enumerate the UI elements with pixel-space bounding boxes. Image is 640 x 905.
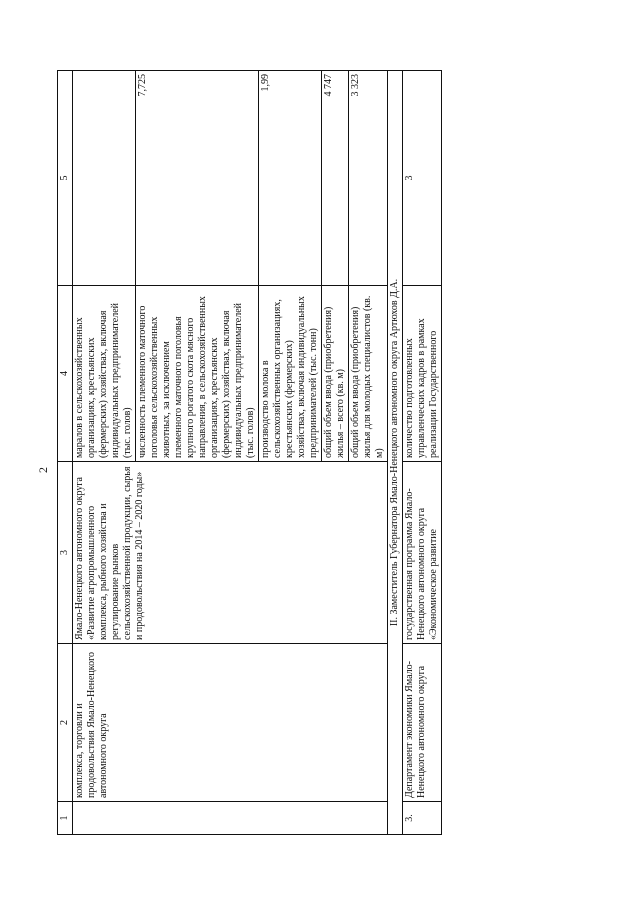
indicator-cell: количество подготовленных управленческих кадров в рамках реализации Государственного [403, 286, 442, 462]
section-title: II. Заместитель Губернатора Ямало-Ненецкого автономного округа Артюхов Д.А. [388, 71, 403, 835]
program-indicators-table [57, 70, 442, 835]
section-row [388, 71, 403, 835]
value-cell: 4 747 [322, 71, 349, 286]
row-number-cell [73, 802, 388, 835]
program-cell: Ямало-Ненецкого автономного округа «Развитие агропромышленного комплекса, рыбного хозяйства и регулирование рынков сельскохозяйственной продукции, сырья и продовольствия на 2014 – 2020 годы» [73, 462, 388, 644]
value-cell: 3 [403, 71, 442, 286]
indicator-cell: численность племенного маточного поголовья сельскохозяйственных животных, за исключением племенного маточного поголовья крупного рогатого скота мясного направления, в сельскохозяйственных организациях, крестьянских (фермерских) хозяйствах, включая индивидуальных предпринимателей (тыс. голов) [136, 286, 259, 462]
value-cell: 1,99 [259, 71, 322, 286]
value-cell: 3 323 [349, 71, 388, 286]
department-cell: комплекса, торговли и продовольствия Ямало-Ненецкого автономного округа [73, 644, 388, 802]
indicator-cell: производство молока в сельскохозяйственных организациях, крестьянских (фермерских) хозяйствах, включая индивидуальных предпринимателей (тыс. тонн) [259, 286, 322, 462]
row-number-cell: 3. [403, 802, 442, 835]
program-cell: государственная программа Ямало-Ненецкого автономного округа «Экономическое развитие [403, 462, 442, 644]
table-header-row [58, 71, 73, 835]
header-cell: 2 [58, 644, 73, 802]
value-cell [73, 71, 136, 286]
header-cell: 1 [58, 802, 73, 835]
header-cell: 4 [58, 286, 73, 462]
value-cell: 7,725 [136, 71, 259, 286]
page-number: 2 [36, 467, 50, 473]
indicator-cell: общий объем ввода (приобретения) жилья для молодых специалистов (кв. м) [349, 286, 388, 462]
header-cell: 3 [58, 462, 73, 644]
indicator-cell: общий объем ввода (приобретения) жилья – всего (кв. м) [322, 286, 349, 462]
department-cell: Департамент экономики Ямало-Ненецкого автономного округа [403, 644, 442, 802]
table-row [73, 71, 136, 835]
table-row [403, 71, 442, 835]
header-cell: 5 [58, 71, 73, 286]
indicator-cell: маралов в сельскохозяйственных организациях, крестьянских (фермерских) хозяйствах, включая индивидуальных предпринимателей (тыс. голов) [73, 286, 136, 462]
